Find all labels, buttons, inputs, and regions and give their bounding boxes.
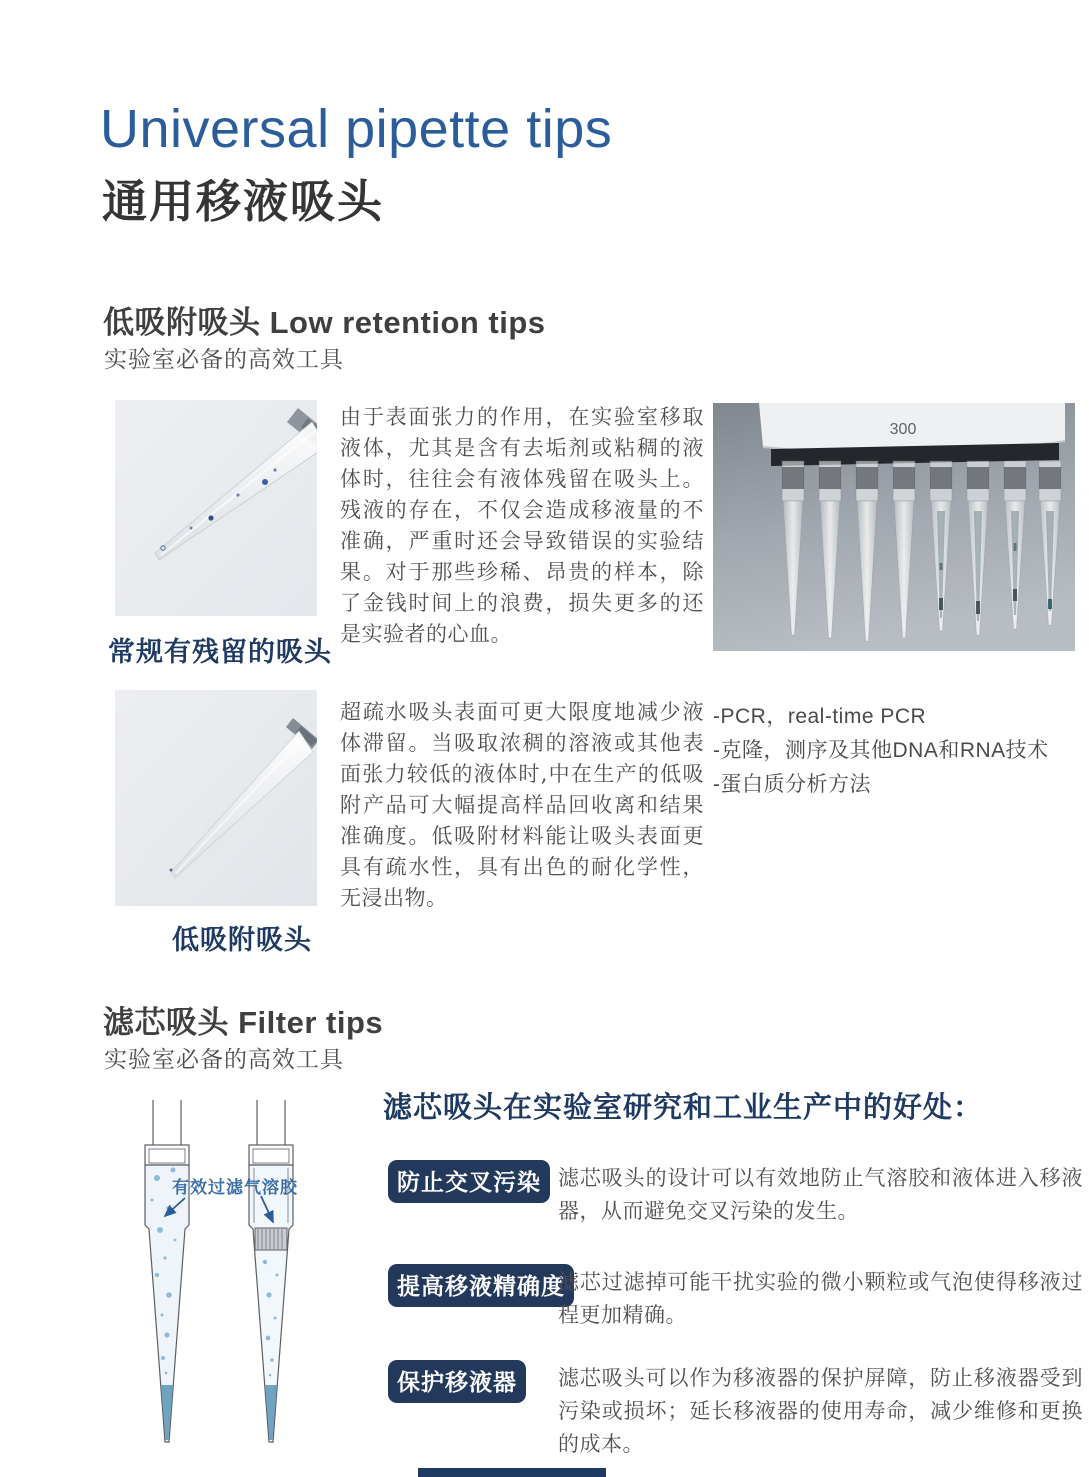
low-retention-paragraph-1: 由于表面张力的作用，在实验室移取液体，尤其是含有去垢剂或粘稠的液体时，往往会有液体残留在吸头上。残液的存在，不仅会造成移液量的不准确，严重时还会导致错误的实验结果。对于那些珍稀、昂贵的样本，除了金钱时间上的浪费，损失更多的还是实验者的心血。: [340, 405, 704, 646]
section-subheading-filter-tips: 实验室必备的高效工具: [104, 1046, 344, 1072]
benefit-item: [388, 1360, 1083, 1461]
filter-tips-diagram: [105, 1090, 360, 1477]
benefit-badge: 防止交叉污染: [388, 1160, 550, 1203]
section-heading-low-retention: 低吸附吸头 Low retention tips: [103, 305, 546, 340]
benefit-text: 滤芯过滤掉可能干扰实验的微小颗粒或气泡使得移液过程更加精确。: [558, 1270, 1083, 1327]
benefit-item: [388, 1160, 1083, 1228]
low-retention-tip-image: [115, 690, 317, 906]
diagram-label: 有效过滤气溶胶: [172, 1178, 298, 1197]
page-title-chinese: 通用移液吸头: [102, 176, 385, 227]
low-retention-paragraph-2: 超疏水吸头表面可更大限度地减少液体滞留。当吸取浓稠的溶液或其他表面张力较低的液体时,中在生产的低吸附产品可大幅提高样品回收离和结果准确度。低吸附材料能让吸头表面更具有疏水性，具有出色的耐化学性，无浸出物。: [340, 700, 704, 910]
section-subheading-low-retention: 实验室必备的高效工具: [104, 346, 344, 372]
pipette-volume-label: 300: [889, 421, 917, 438]
benefits-heading: 滤芯吸头在实验室研究和工业生产中的好处：: [383, 1092, 984, 1124]
benefit-text: 滤芯吸头可以作为移液器的保护屏障，防止移液器受到污染或损坏；延长移液器的使用寿命，减少维修和更换的成本。: [558, 1366, 1083, 1456]
page-bottom-bar: [418, 1468, 606, 1477]
section-heading-filter-tips: 滤芯吸头 Filter tips: [103, 1005, 384, 1040]
list-item: -克隆，测序及其他DNA和RNA技术: [713, 739, 1049, 762]
caption-regular-tip: 常规有残留的吸头: [108, 637, 332, 667]
multichannel-pipette-photo: [713, 403, 1075, 651]
list-item: -PCR，real-time PCR: [713, 705, 927, 728]
benefit-badge: 保护移液器: [388, 1360, 526, 1403]
benefit-item: [388, 1264, 1083, 1332]
benefit-badge: 提高移液精确度: [388, 1264, 574, 1307]
caption-low-retention-tip: 低吸附吸头: [172, 925, 312, 955]
applications-list: [713, 700, 1049, 802]
residue-tip-image: [115, 400, 317, 616]
list-item: -蛋白质分析方法: [713, 773, 871, 796]
benefit-text: 滤芯吸头的设计可以有效地防止气溶胶和液体进入移液器，从而避免交叉污染的发生。: [558, 1166, 1083, 1223]
page-title-english: Universal pipette tips: [100, 99, 613, 159]
